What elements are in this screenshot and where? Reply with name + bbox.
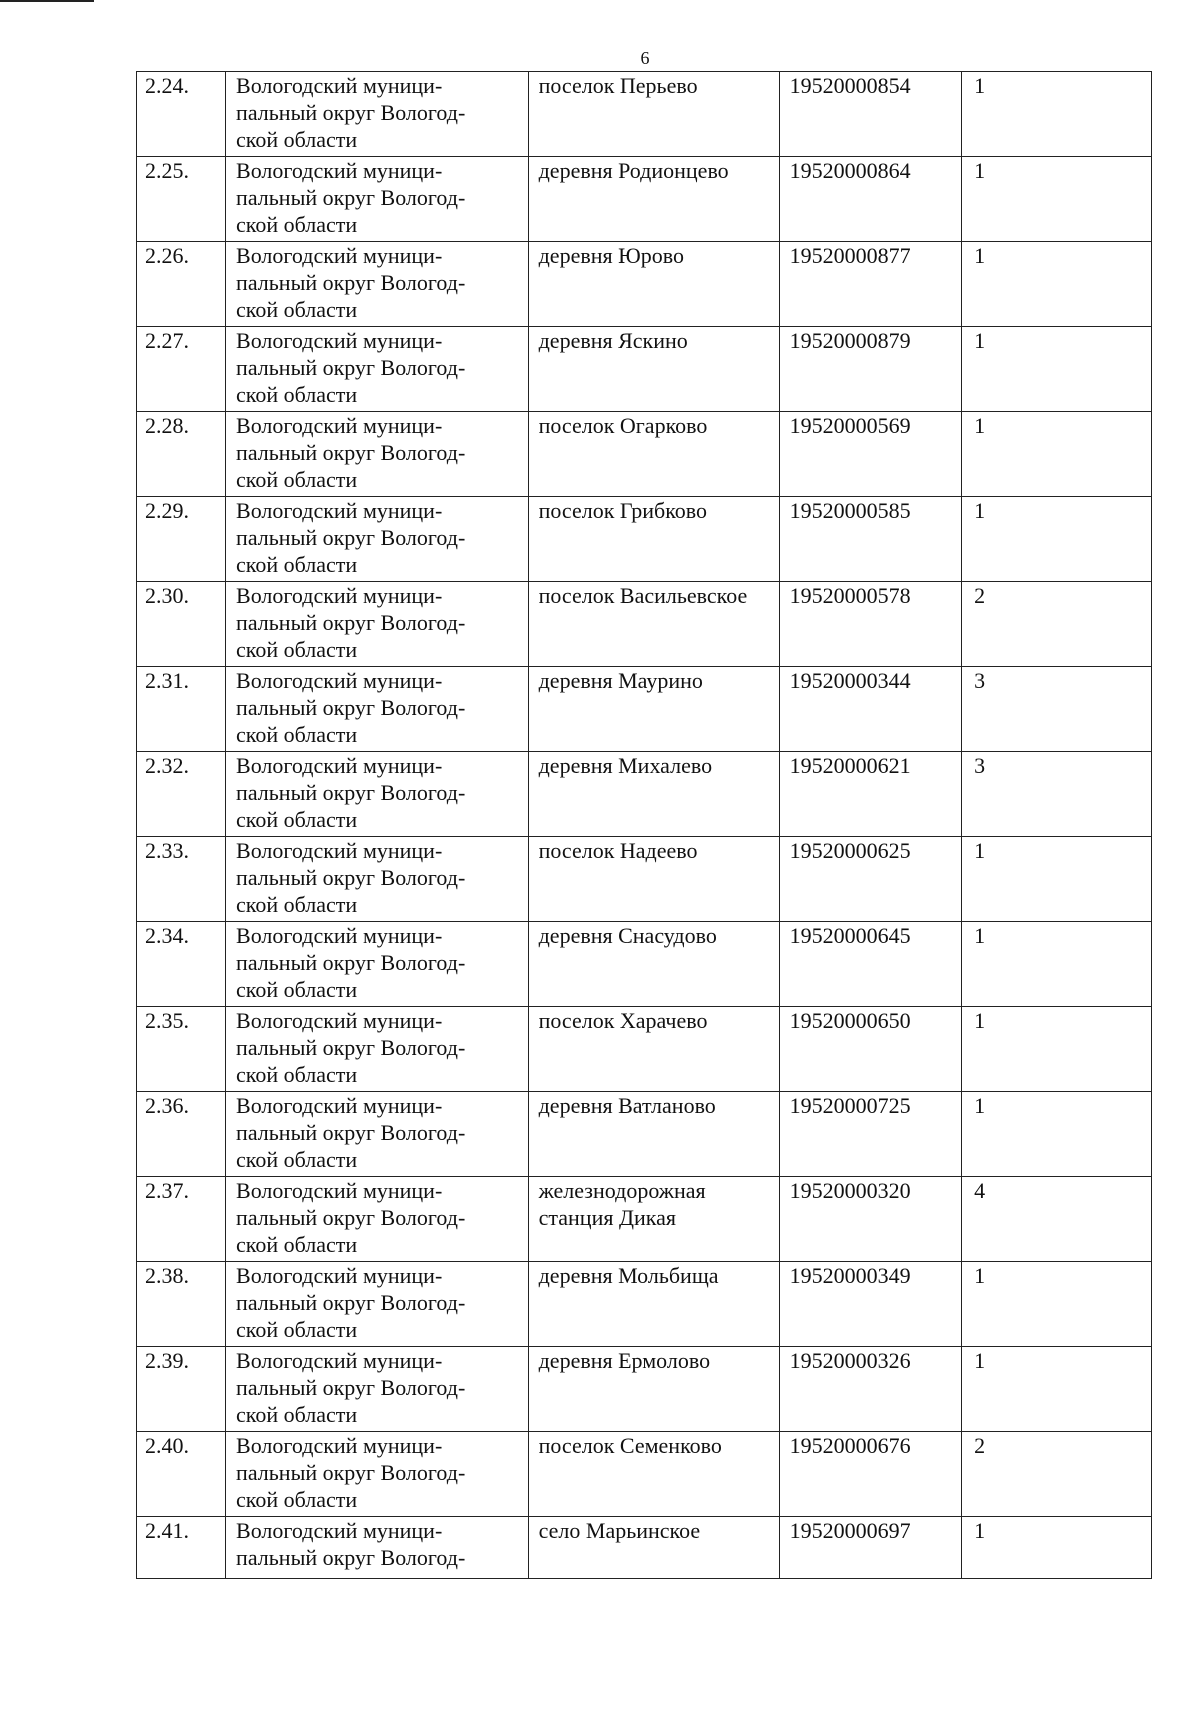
table-row <box>137 667 1152 752</box>
value-cell: 1 <box>962 1007 1152 1092</box>
locality-cell: поселок Перьево <box>528 72 779 157</box>
value-cell: 1 <box>962 242 1152 327</box>
code-cell: 19520000879 <box>779 327 961 412</box>
table-row <box>137 1092 1152 1177</box>
municipality-cell: Вологодский муници- пальный округ Вологод- ской области <box>226 1347 529 1432</box>
row-number-cell: 2.38. <box>137 1262 226 1347</box>
row-number-cell: 2.36. <box>137 1092 226 1177</box>
value-cell: 1 <box>962 1347 1152 1432</box>
code-cell: 19520000349 <box>779 1262 961 1347</box>
municipality-cell: Вологодский муници- пальный округ Вологод- ской области <box>226 667 529 752</box>
municipality-cell: Вологодский муници- пальный округ Вологод- ской области <box>226 1092 529 1177</box>
table-row <box>137 497 1152 582</box>
value-cell: 1 <box>962 922 1152 1007</box>
code-cell: 19520000864 <box>779 157 961 242</box>
value-cell: 3 <box>962 752 1152 837</box>
code-cell: 19520000326 <box>779 1347 961 1432</box>
code-cell: 19520000645 <box>779 922 961 1007</box>
row-number-cell: 2.33. <box>137 837 226 922</box>
value-cell: 1 <box>962 1262 1152 1347</box>
row-number-cell: 2.31. <box>137 667 226 752</box>
row-number-cell: 2.25. <box>137 157 226 242</box>
code-cell: 19520000569 <box>779 412 961 497</box>
municipality-cell: Вологодский муници- пальный округ Вологод- ской области <box>226 157 529 242</box>
code-cell: 19520000854 <box>779 72 961 157</box>
locality-cell: село Марьинское <box>528 1517 779 1579</box>
value-cell: 1 <box>962 72 1152 157</box>
locality-cell: деревня Юрово <box>528 242 779 327</box>
value-cell: 1 <box>962 1517 1152 1579</box>
row-number-cell: 2.41. <box>137 1517 226 1579</box>
municipality-cell: Вологодский муници- пальный округ Вологод- ской области <box>226 497 529 582</box>
value-cell: 1 <box>962 157 1152 242</box>
locality-cell: деревня Михалево <box>528 752 779 837</box>
municipality-cell: Вологодский муници- пальный округ Вологод- ской области <box>226 327 529 412</box>
municipality-cell: Вологодский муници- пальный округ Вологод- ской области <box>226 922 529 1007</box>
row-number-cell: 2.28. <box>137 412 226 497</box>
locality-cell: поселок Васильевское <box>528 582 779 667</box>
locality-cell: деревня Мольбища <box>528 1262 779 1347</box>
row-number-cell: 2.35. <box>137 1007 226 1092</box>
municipality-cell: Вологодский муници- пальный округ Вологод- ской области <box>226 752 529 837</box>
code-cell: 19520000625 <box>779 837 961 922</box>
code-cell: 19520000650 <box>779 1007 961 1092</box>
table-row <box>137 412 1152 497</box>
page-number: 6 <box>640 48 650 68</box>
table-row <box>137 1517 1152 1579</box>
row-number-cell: 2.37. <box>137 1177 226 1262</box>
locality-cell: поселок Семенково <box>528 1432 779 1517</box>
value-cell: 1 <box>962 837 1152 922</box>
table-row <box>137 1262 1152 1347</box>
table-row <box>137 837 1152 922</box>
table-row <box>137 242 1152 327</box>
municipality-cell: Вологодский муници- пальный округ Вологод- ской области <box>226 242 529 327</box>
municipality-cell: Вологодский муници- пальный округ Вологод- ской области <box>226 1432 529 1517</box>
value-cell: 3 <box>962 667 1152 752</box>
row-number-cell: 2.34. <box>137 922 226 1007</box>
code-cell: 19520000877 <box>779 242 961 327</box>
value-cell: 1 <box>962 1092 1152 1177</box>
locality-cell: деревня Родионцево <box>528 157 779 242</box>
locality-cell: деревня Маурино <box>528 667 779 752</box>
table-row <box>137 582 1152 667</box>
municipality-cell: Вологодский муници- пальный округ Вологод- ской области <box>226 72 529 157</box>
table-body <box>137 72 1152 1579</box>
locality-cell: деревня Ермолово <box>528 1347 779 1432</box>
municipality-cell: Вологодский муници- пальный округ Вологод- ской области <box>226 1262 529 1347</box>
locality-cell: поселок Надеево <box>528 837 779 922</box>
code-cell: 19520000725 <box>779 1092 961 1177</box>
locality-cell: железнодорожная станция Дикая <box>528 1177 779 1262</box>
municipality-cell: Вологодский муници- пальный округ Вологод- ской области <box>226 1007 529 1092</box>
table-row <box>137 327 1152 412</box>
row-number-cell: 2.26. <box>137 242 226 327</box>
code-cell: 19520000320 <box>779 1177 961 1262</box>
locality-cell: поселок Огарково <box>528 412 779 497</box>
table-row <box>137 922 1152 1007</box>
code-cell: 19520000344 <box>779 667 961 752</box>
row-number-cell: 2.24. <box>137 72 226 157</box>
code-cell: 19520000676 <box>779 1432 961 1517</box>
row-number-cell: 2.40. <box>137 1432 226 1517</box>
settlements-table <box>136 71 1152 1579</box>
row-number-cell: 2.39. <box>137 1347 226 1432</box>
municipality-cell: Вологодский муници- пальный округ Вологод- ской области <box>226 412 529 497</box>
row-number-cell: 2.29. <box>137 497 226 582</box>
code-cell: 19520000578 <box>779 582 961 667</box>
value-cell: 2 <box>962 1432 1152 1517</box>
municipality-cell: Вологодский муници- пальный округ Вологод- ской области <box>226 1177 529 1262</box>
code-cell: 19520000697 <box>779 1517 961 1579</box>
table-row <box>137 1432 1152 1517</box>
value-cell: 1 <box>962 497 1152 582</box>
table-row <box>137 157 1152 242</box>
code-cell: 19520000621 <box>779 752 961 837</box>
value-cell: 1 <box>962 327 1152 412</box>
locality-cell: деревня Ватланово <box>528 1092 779 1177</box>
row-number-cell: 2.30. <box>137 582 226 667</box>
corner-mark-line <box>0 0 94 2</box>
locality-cell: деревня Снасудово <box>528 922 779 1007</box>
municipality-cell: Вологодский муници- пальный округ Вологод- <box>226 1517 529 1579</box>
table-row <box>137 72 1152 157</box>
municipality-cell: Вологодский муници- пальный округ Вологод- ской области <box>226 582 529 667</box>
value-cell: 1 <box>962 412 1152 497</box>
table-row <box>137 1177 1152 1262</box>
code-cell: 19520000585 <box>779 497 961 582</box>
row-number-cell: 2.32. <box>137 752 226 837</box>
value-cell: 2 <box>962 582 1152 667</box>
locality-cell: деревня Яскино <box>528 327 779 412</box>
value-cell: 4 <box>962 1177 1152 1262</box>
row-number-cell: 2.27. <box>137 327 226 412</box>
table-row <box>137 1007 1152 1092</box>
table-row <box>137 1347 1152 1432</box>
table-row <box>137 752 1152 837</box>
locality-cell: поселок Харачево <box>528 1007 779 1092</box>
municipality-cell: Вологодский муници- пальный округ Вологод- ской области <box>226 837 529 922</box>
locality-cell: поселок Грибково <box>528 497 779 582</box>
